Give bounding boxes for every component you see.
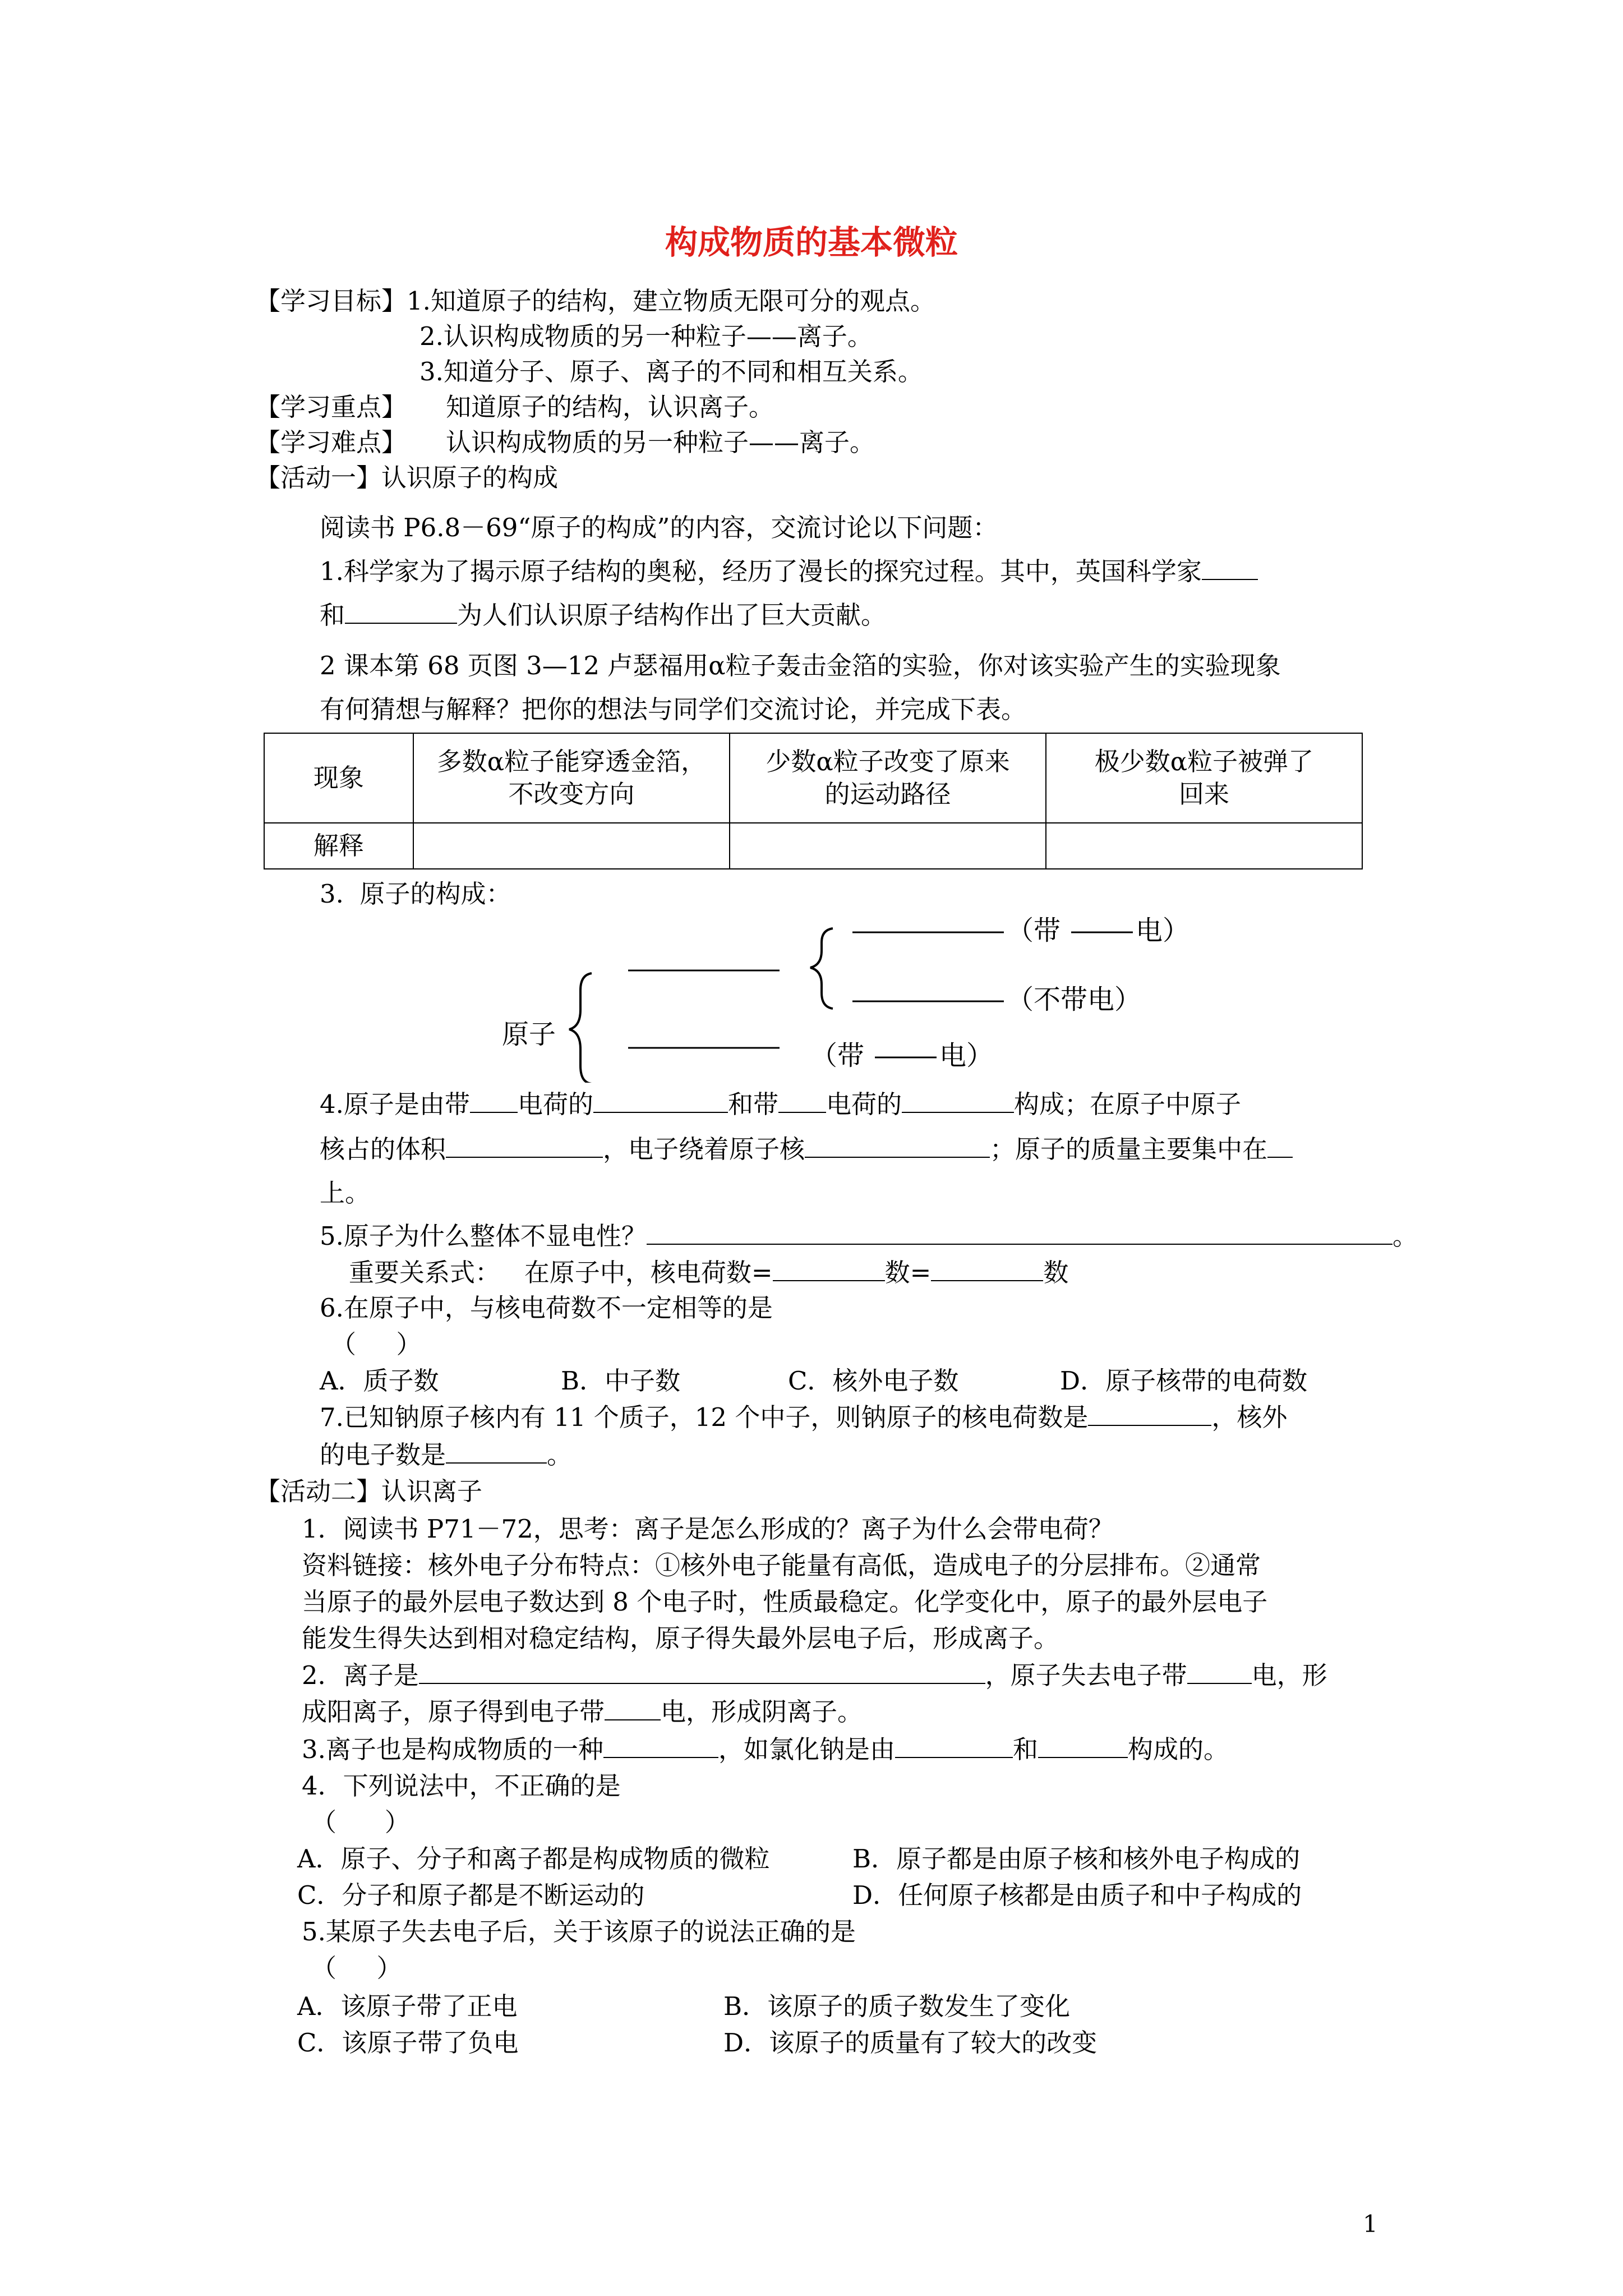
- q2-line-b: 有何猜想与解释？把你的想法与同学们交流讨论，并完成下表。: [320, 694, 1027, 724]
- objectives-label: 【学习目标】: [255, 286, 407, 316]
- cell-line: 少数α粒子改变了原来: [766, 747, 1010, 776]
- activity1-heading: 【活动一】认识原子的构成: [255, 463, 559, 493]
- row-label-explanation: 解释: [264, 823, 413, 869]
- a2-q5-option-a[interactable]: A．该原子带了正电: [297, 1991, 518, 2021]
- a2-q3-line: [302, 1733, 1229, 1766]
- outer-brace: [569, 973, 592, 1083]
- focus-text: 知道原子的结构，认识离子。: [446, 392, 774, 422]
- page-number: 1: [1363, 2210, 1378, 2238]
- electron-charge-close: 电）: [939, 1040, 994, 1071]
- a2-q4-option-a[interactable]: A．原子、分子和离子都是构成物质的微粒: [297, 1844, 770, 1874]
- a2-q3-text: 3.离子也是构成物质的一种: [302, 1734, 603, 1764]
- q4-blank[interactable]: [446, 1134, 603, 1158]
- q5-line: [320, 1220, 1418, 1253]
- relation-text: 重要关系式： 在原子中，核电荷数=: [349, 1258, 773, 1287]
- a2-q2-text: 成阳离子，原子得到电子带: [302, 1697, 605, 1727]
- a2-q2-text: ，原子失去电子带: [985, 1660, 1187, 1690]
- q4-text: 构成；在原子中原子: [1013, 1089, 1241, 1119]
- q7-text: 的电子数是: [320, 1440, 446, 1470]
- objective-item-2: 2.认识构成物质的另一种粒子——离子。: [419, 321, 873, 351]
- a2-q5-paren[interactable]: （ ）: [311, 1953, 402, 1983]
- a2-q2-blank[interactable]: [1187, 1660, 1252, 1684]
- a2-q3-blank[interactable]: [603, 1734, 718, 1758]
- difficulty-line: [255, 426, 875, 459]
- activity2-p2: 资料链接：核外电子分布特点：①核外电子能量有高低，造成电子的分层排布。②通常: [302, 1550, 1261, 1580]
- activity2-p3: 当原子的最外层电子数达到 8 个电子时，性质最稳定。化学变化中，原子的最外层电子: [302, 1587, 1268, 1617]
- row-label-phenomenon: 现象: [264, 733, 413, 823]
- q4-text: 核占的体积: [320, 1134, 446, 1164]
- a2-q2-blank[interactable]: [419, 1660, 985, 1684]
- relation-blank[interactable]: [931, 1258, 1043, 1281]
- q5-end: 。: [1392, 1221, 1418, 1251]
- table-cell: [1046, 733, 1362, 823]
- activity2-heading: 【活动二】认识离子: [255, 1476, 483, 1506]
- relation-text: 数: [1043, 1258, 1069, 1287]
- table-cell: [730, 733, 1046, 823]
- observation-table: [264, 733, 1363, 869]
- q4-text: 电荷的: [826, 1089, 902, 1119]
- a2-q2-line-b: [302, 1696, 863, 1728]
- q4-text: 4.原子是由带: [320, 1089, 470, 1119]
- a2-q4-option-b[interactable]: B．原子都是由原子核和核外电子构成的: [852, 1844, 1301, 1874]
- table-cell: [413, 733, 730, 823]
- q7-blank[interactable]: [1088, 1402, 1211, 1426]
- q1-line-a: [320, 555, 1258, 588]
- q4-text: 和带: [727, 1089, 778, 1119]
- q4-line-a: [320, 1088, 1241, 1121]
- answer-cell[interactable]: [730, 823, 1046, 869]
- neutron-label: （不带电）: [1007, 984, 1142, 1015]
- a2-q2-text: 电，形: [1251, 1660, 1327, 1690]
- q1-blank-2[interactable]: [345, 600, 457, 624]
- a2-q3-blank[interactable]: [895, 1734, 1013, 1758]
- a2-q3-text: 构成的。: [1127, 1734, 1229, 1764]
- q7-blank[interactable]: [446, 1440, 547, 1464]
- focus-label: 【学习重点】: [255, 392, 407, 422]
- difficulty-text: 认识构成物质的另一种粒子——离子。: [446, 427, 875, 457]
- objective-item-1: 1.知道原子的结构，建立物质无限可分的观点。: [407, 286, 935, 316]
- relation-text: 数=: [884, 1258, 932, 1287]
- a2-q5-option-d[interactable]: D．该原子的质量有了较大的改变: [723, 2028, 1098, 2058]
- q4-text: 电荷的: [517, 1089, 593, 1119]
- objective-item-3: 3.知道分子、原子、离子的不同和相互关系。: [419, 357, 923, 386]
- q4-text: ，电子绕着原子核: [603, 1134, 805, 1164]
- a2-q3-text: ，如氯化钠是由: [718, 1734, 895, 1764]
- answer-cell[interactable]: [413, 823, 730, 869]
- a2-q4-paren[interactable]: （ ）: [311, 1807, 410, 1837]
- proton-charge-close: 电）: [1136, 915, 1190, 946]
- q6-option-c[interactable]: C．核外电子数: [788, 1366, 959, 1396]
- q4-blank[interactable]: [805, 1134, 990, 1158]
- relation-blank[interactable]: [773, 1258, 885, 1281]
- q4-blank[interactable]: [902, 1089, 1014, 1113]
- q5-blank[interactable]: [647, 1221, 1393, 1245]
- q1-and: 和: [320, 600, 345, 630]
- q7-text: ，核外: [1211, 1402, 1288, 1432]
- q4-blank[interactable]: [593, 1089, 728, 1113]
- a2-q2-text: 2．离子是: [302, 1660, 419, 1690]
- a2-q4-option-c[interactable]: C．分子和原子都是不断运动的: [297, 1880, 645, 1910]
- q1-line-b: [320, 599, 886, 632]
- q6-option-b[interactable]: B．中子数: [561, 1366, 681, 1396]
- cell-line: 极少数α粒子被弹了: [1094, 747, 1314, 776]
- q7-line-a: [320, 1401, 1287, 1434]
- q4-line-b: [320, 1133, 1293, 1166]
- activity2-p4: 能发生得失达到相对稳定结构，原子得失最外层电子后，形成离子。: [302, 1623, 1059, 1653]
- a2-q4-option-d[interactable]: D．任何原子核都是由质子和中子构成的: [852, 1880, 1302, 1910]
- a2-q3-text: 和: [1012, 1734, 1038, 1764]
- a2-q4-line: 4．下列说法中，不正确的是: [302, 1771, 621, 1801]
- focus-line: [255, 391, 774, 424]
- atom-label: 原子: [502, 1019, 556, 1050]
- q4-blank[interactable]: [1267, 1134, 1293, 1158]
- q1-tail: 为人们认识原子结构作出了巨大贡献。: [457, 600, 887, 630]
- objectives-line-1: [255, 285, 935, 318]
- q4-blank[interactable]: [470, 1089, 518, 1113]
- q6-line: 6.在原子中，与核电荷数不一定相等的是: [320, 1293, 773, 1323]
- cell-line: 多数α粒子能穿透金箔，: [436, 747, 707, 776]
- proton-charge-open: （带: [1007, 915, 1061, 946]
- q4-blank[interactable]: [778, 1089, 826, 1113]
- cell-line: 回来: [1178, 779, 1229, 809]
- cell-line: 不改变方向: [508, 779, 635, 809]
- q4-line-c: 上。: [320, 1178, 371, 1208]
- q7-line-b: [320, 1439, 572, 1471]
- activity2-p1: 1．阅读书 P71－72，思考：离子是怎么形成的？离子为什么会带电荷？: [302, 1514, 1114, 1544]
- activity1-intro: 阅读书 P6.8－69“原子的构成”的内容，交流讨论以下问题：: [320, 513, 998, 542]
- a2-q5-option-c[interactable]: C．该原子带了负电: [297, 2028, 519, 2058]
- a2-q5-option-b[interactable]: B．该原子的质子数发生了变化: [723, 1991, 1071, 2021]
- q1-text: 1.科学家为了揭示原子结构的奥秘，经历了漫长的探究过程。其中，英国科学家: [320, 556, 1202, 586]
- table-row: [264, 733, 1362, 823]
- page-title: 构成物质的基本微粒: [665, 223, 958, 261]
- table-row: [264, 823, 1362, 869]
- q2-line-a: 2 课本第 68 页图 3—12 卢瑟福用α粒子轰击金箔的实验，你对该实验产生的实验现象: [320, 651, 1281, 680]
- q1-blank-1[interactable]: [1202, 556, 1258, 580]
- cell-line: 的运动路径: [824, 779, 951, 809]
- a2-q2-blank[interactable]: [605, 1697, 661, 1720]
- relation-line: [349, 1257, 1068, 1289]
- q5-text: 5.原子为什么整体不显电性？: [320, 1221, 647, 1251]
- answer-cell[interactable]: [1046, 823, 1362, 869]
- a2-q2-text: 电，形成阴离子。: [661, 1697, 863, 1727]
- q7-text: 。: [547, 1440, 573, 1470]
- q6-option-d[interactable]: D．原子核带的电荷数: [1060, 1366, 1308, 1396]
- q4-text: ；原子的质量主要集中在: [990, 1134, 1268, 1164]
- a2-q2-line-a: [302, 1659, 1327, 1692]
- q7-text: 7.已知钠原子核内有 11 个质子，12 个中子，则钠原子的核电荷数是: [320, 1402, 1089, 1432]
- a2-q5-line: 5.某原子失去电子后，关于该原子的说法正确的是: [302, 1917, 856, 1947]
- a2-q3-blank[interactable]: [1038, 1734, 1128, 1758]
- q6-option-a[interactable]: A．质子数: [320, 1366, 439, 1396]
- q6-paren[interactable]: （ ）: [331, 1329, 422, 1359]
- electron-charge-open: （带: [810, 1040, 865, 1071]
- q3-line: 3. 原子的构成：: [320, 879, 511, 909]
- atom-structure-diagram: [494, 898, 1279, 1083]
- inner-brace: [810, 928, 833, 1009]
- difficulty-label: 【学习难点】: [255, 427, 407, 457]
